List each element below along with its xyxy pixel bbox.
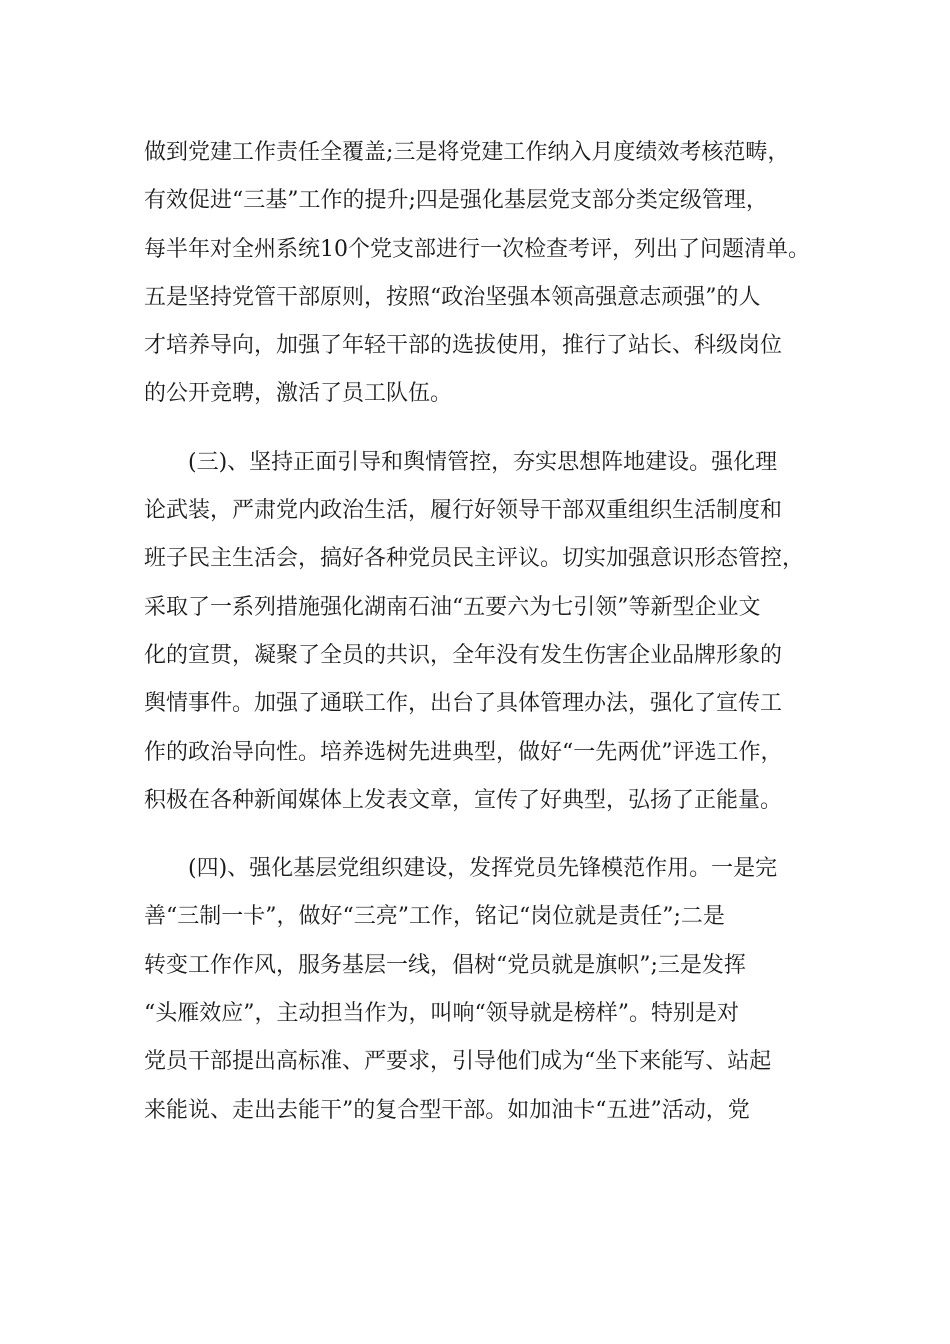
text-line: 才培养导向，加强了年轻干部的选拔使用，推行了站长、科级岗位 — [144, 333, 783, 359]
text-line: 每半年对全州系统10个党支部进行一次检查考评，列出了问题清单。 — [144, 236, 810, 262]
text-line: (四)、强化基层党组织建设，发挥党员先锋模范作用。一是完 — [144, 856, 778, 882]
text-line: 化的宣贯，凝聚了全员的共识，全年没有发生伤害企业品牌形象的 — [144, 642, 783, 668]
paragraph-3 — [144, 845, 824, 1135]
paragraph-spacer — [144, 419, 824, 439]
text-line: (三)、坚持正面引导和舆情管控，夯实思想阵地建设。强化理 — [144, 449, 778, 475]
text-line: 来能说、走出去能干”的复合型干部。如加油卡“五进”活动，党 — [144, 1097, 750, 1123]
paragraph-spacer — [144, 825, 824, 845]
document-body — [144, 129, 824, 1135]
text-line: 班子民主生活会，搞好各种党员民主评议。切实加强意识形态管控， — [144, 546, 805, 572]
text-line: 积极在各种新闻媒体上发表文章，宣传了好典型，弘扬了正能量。 — [144, 787, 783, 813]
text-line: 舆情事件。加强了通联工作，出台了具体管理办法，强化了宣传工 — [144, 691, 783, 717]
text-line: 五是坚持党管干部原则，按照“政治坚强本领高强意志顽强”的人 — [144, 284, 761, 310]
text-line: 作的政治导向性。培养选树先进典型，做好“一先两优”评选工作， — [144, 739, 783, 765]
text-line: 做到党建工作责任全覆盖;三是将党建工作纳入月度绩效考核范畴， — [144, 140, 790, 165]
text-line: “头雁效应”，主动担当作为，叫响“领导就是榜样”。特别是对 — [144, 1001, 739, 1027]
text-line: 党员干部提出高标准、严要求，引导他们成为“坐下来能写、站起 — [144, 1049, 772, 1075]
text-line: 论武装，严肃党内政治生活，履行好领导干部双重组织生活制度和 — [144, 498, 783, 524]
paragraph-2 — [144, 439, 824, 825]
paragraph-1 — [144, 129, 824, 419]
text-line: 的公开竞聘，激活了员工队伍。 — [144, 381, 453, 407]
text-line: 采取了一系列措施强化湖南石油“五要六为七引领”等新型企业文 — [144, 594, 761, 620]
text-line: 善“三制一卡”，做好“三亮”工作，铭记“岗位就是责任”;二是 — [144, 904, 725, 930]
text-line: 转变工作作风，服务基层一线，倡树“党员就是旗帜”;三是发挥 — [144, 952, 746, 978]
text-line: 有效促进“三基”工作的提升;四是强化基层党支部分类定级管理， — [144, 188, 768, 214]
